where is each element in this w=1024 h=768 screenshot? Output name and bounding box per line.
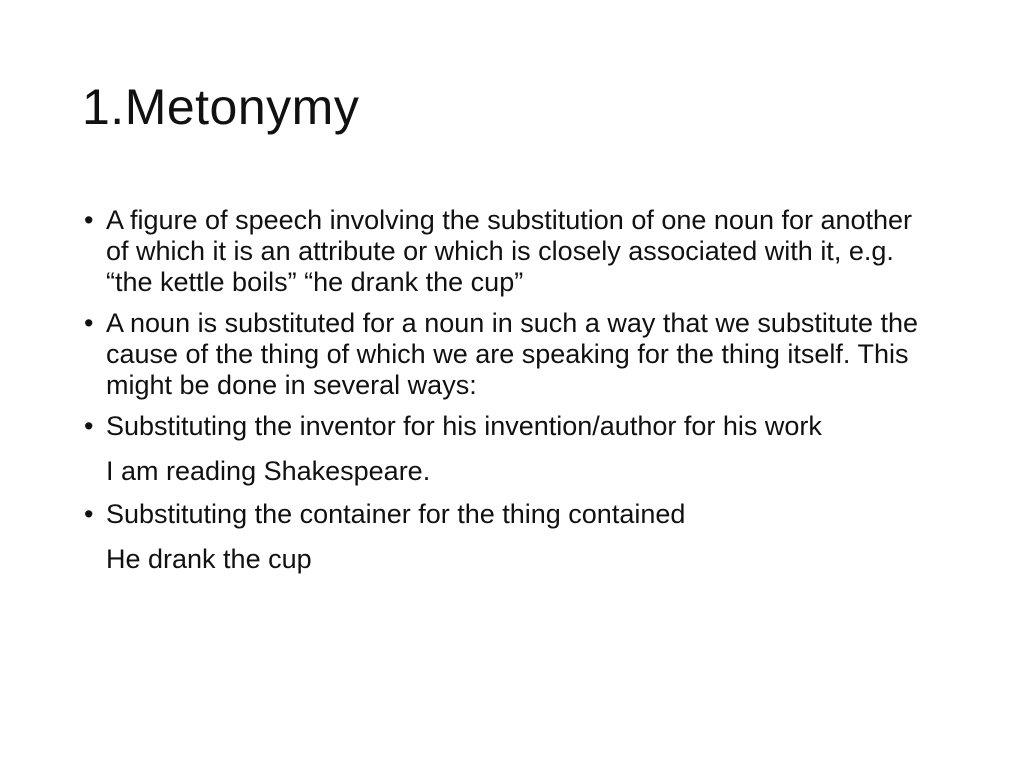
example-text: I am reading Shakespeare. (106, 456, 431, 486)
bullet-dot-icon: • (84, 499, 94, 529)
bullet-dot-icon: • (84, 308, 94, 338)
example-text: He drank the cup (106, 544, 312, 574)
bullet-text: Substituting the container for the thing contained (106, 499, 686, 529)
bullet-item (80, 499, 930, 530)
example-line (80, 456, 930, 487)
bullet-text: A figure of speech involving the substitution of one noun for another of which it is an attribute or which is closely associated with it, e.g. “the kettle boils” “he drank the cup” (106, 205, 913, 297)
example-line (80, 544, 930, 575)
bullet-dot-icon: • (84, 411, 94, 441)
bullet-text: A noun is substituted for a noun in such a way that we substitute the cause of the thing of which we are speaking for the thing itself. This might be done in several ways: (106, 308, 919, 400)
bullet-item (80, 205, 930, 298)
slide-title: 1.Metonymy (82, 79, 360, 135)
bullet-text: Substituting the inventor for his invention/author for his work (106, 411, 822, 441)
bullet-item (80, 308, 930, 401)
bullet-item (80, 411, 930, 442)
bullet-dot-icon: • (84, 205, 94, 235)
bullet-list (80, 205, 930, 587)
